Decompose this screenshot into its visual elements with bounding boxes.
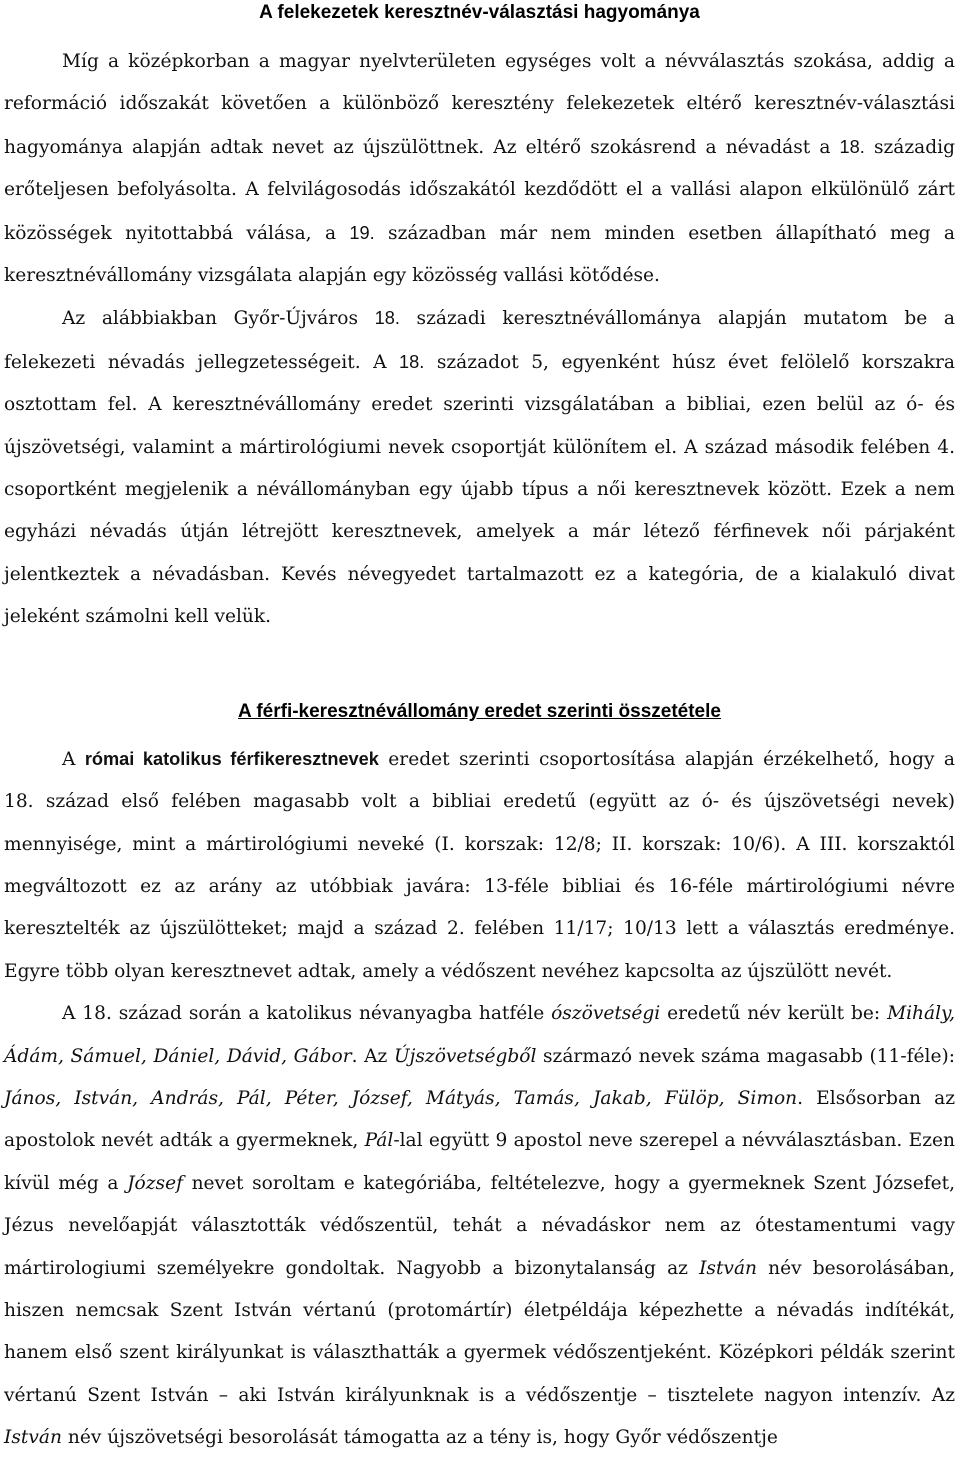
p1-num-19: 19. [349, 222, 375, 243]
p4-text-c: . Az [351, 1045, 394, 1067]
p2-text-e: századot 5, egyenként húsz évet felölelő korszakra osztottam fel. [4, 351, 955, 416]
p3-text-b: eredet szerinti csoportosítása alapján érzékelhető, hogy a 18. század első felében magasabb volt a bibliai eredetű (együtt az ó- és újszövetségi nevek) mennyisége, mint a mártirológiumi neveké (I. korszak: 12/8; II. korszak: 10/6). A III. korszaktól megváltozott ez az arány az utóbbiak javára: 13-féle bibliai és 16-féle mártirológiumi névre keresztelték az újszülötteket; majd a század 2. felében 11/17; 10/13 lett a választás eredménye. Egyre több olyan keresztnevet adtak, amely a védőszent nevéhez kapcsolta az újszülött nevét. [4, 748, 955, 982]
p1-text-c: századig erőteljesen befolyásolta. A felvilágosodás időszakától kezdődött el a vallási alapon elkülönülő zárt közösségek nyitottabbá válása, a [4, 136, 955, 244]
p4-text-h: név besorolásában, hiszen nemcsak Szent István vértanú (protomártír) életpéldája képezhette a névadás indítékát, hanem első szent királyunkat is választhatták a gyermek védőszentjeként. Középkori példák szerint vértanú Szent István – aki István királyunknak is a védőszentje – tisztelete nagyon intenzív. Az [4, 1257, 955, 1406]
p4-text-b: eredetű név került be: [660, 1003, 888, 1025]
p1-num-18: 18. [839, 136, 865, 157]
section-paragraph-1 [4, 738, 955, 993]
p4-text-i: név újszövetségi besorolását támogatta az a tény is, hogy Győr védőszentje [61, 1427, 778, 1449]
document-page [4, 0, 955, 1460]
p4-italic-jozsef: József [127, 1172, 183, 1194]
p4-text-f: -lal együtt 9 apostol neve szerepel a névválasztásban. Ezen kívül még a [4, 1130, 955, 1194]
intro-paragraph-2 [4, 297, 955, 638]
p2-num-18b: 18. [399, 351, 425, 372]
p4-text-a: A 18. század során a katolikus névanyagba hatféle [62, 1003, 552, 1025]
p1-text-a: Míg a középkorban a magyar nyelvterületen egységes volt a névválasztás szokása, addig a reformáció időszakát követően a különböző keresztény felekezetek eltérő keresztnév-választási hagyománya alapján adtak nevet az újszülöttnek. Az eltérő szokásrend a névadást a [4, 51, 955, 158]
p4-italic-istvan-2: István [4, 1427, 62, 1449]
p4-italic-pal: Pál [364, 1130, 394, 1152]
p2-text-a: Az alábbiakban Győr-Újváros [62, 308, 375, 330]
p2-text-f: A keresztnévállomány eredet szerinti vizsgálatában a bibliai, ezen belül az ó- és újszövetségi, valamint a mártirológiumi nevek csoportját különítem el. A század második felében 4. csoportként megjelenik a névállományban egy újabb típus a női keresztnevek között. Ezek a nem egyházi névadás útján létrejött keresztnevek, amelyek a már létező férfinevek női párjaként jelentkeztek a névadásban. Kevés névegyedet tartalmazott ez a kategória, de a kialakuló divat jeleként számolni kell velük. [4, 394, 955, 628]
p4-italic-ujszovetsegbol: Újszövetségből [393, 1045, 537, 1067]
p4-italic-names-new: János, István, András, Pál, Péter, József, Mátyás, Tamás, Jakab, Fülöp, Simon [4, 1087, 798, 1109]
p4-italic-names-old: Mihály, Ádám, Sámuel, Dániel, Dávid, Gábor [4, 1003, 955, 1067]
p1-text-e: században már nem minden esetben állapítható meg a keresztnévállomány vizsgálata alapján egy közösség vallási kötődése. [4, 222, 955, 287]
p3-text-a: A [62, 748, 85, 770]
p4-text-g: nevet soroltam e kategóriába, feltételezve, hogy a gyermeknek Szent Józsefet, Jézus nevelőapját választották védőszentül, tehát a névadáskor nem az ótestamentumi vagy mártirologiumi személyekre gondoltak. Nagyobb a bizonytalanság az [4, 1172, 955, 1279]
section-paragraph-2 [4, 993, 955, 1459]
document-title: A felekezetek keresztnév-választási hagyománya [259, 2, 700, 23]
p4-text-e: . Elsősorban az apostolok nevét adták a gyermeknek, [4, 1087, 955, 1152]
p4-text-d: származó nevek száma magasabb (11-féle): [536, 1045, 955, 1067]
p4-italic-istvan-1: István [699, 1257, 758, 1279]
section-heading: A férfi-keresztnévállomány eredet szerinti összetétele [238, 700, 721, 722]
intro-paragraph-1 [4, 41, 955, 297]
p4-italic-oszovetsegi: ószövetségi [551, 1003, 661, 1025]
p2-num-18a: 18. [374, 308, 400, 329]
p2-text-c: századi keresztnévállománya alapján mutatom be a felekezeti névadás jellegzetességeit. A [4, 308, 956, 373]
p3-bold-term: római katolikus férfikeresztnevek [84, 748, 379, 769]
